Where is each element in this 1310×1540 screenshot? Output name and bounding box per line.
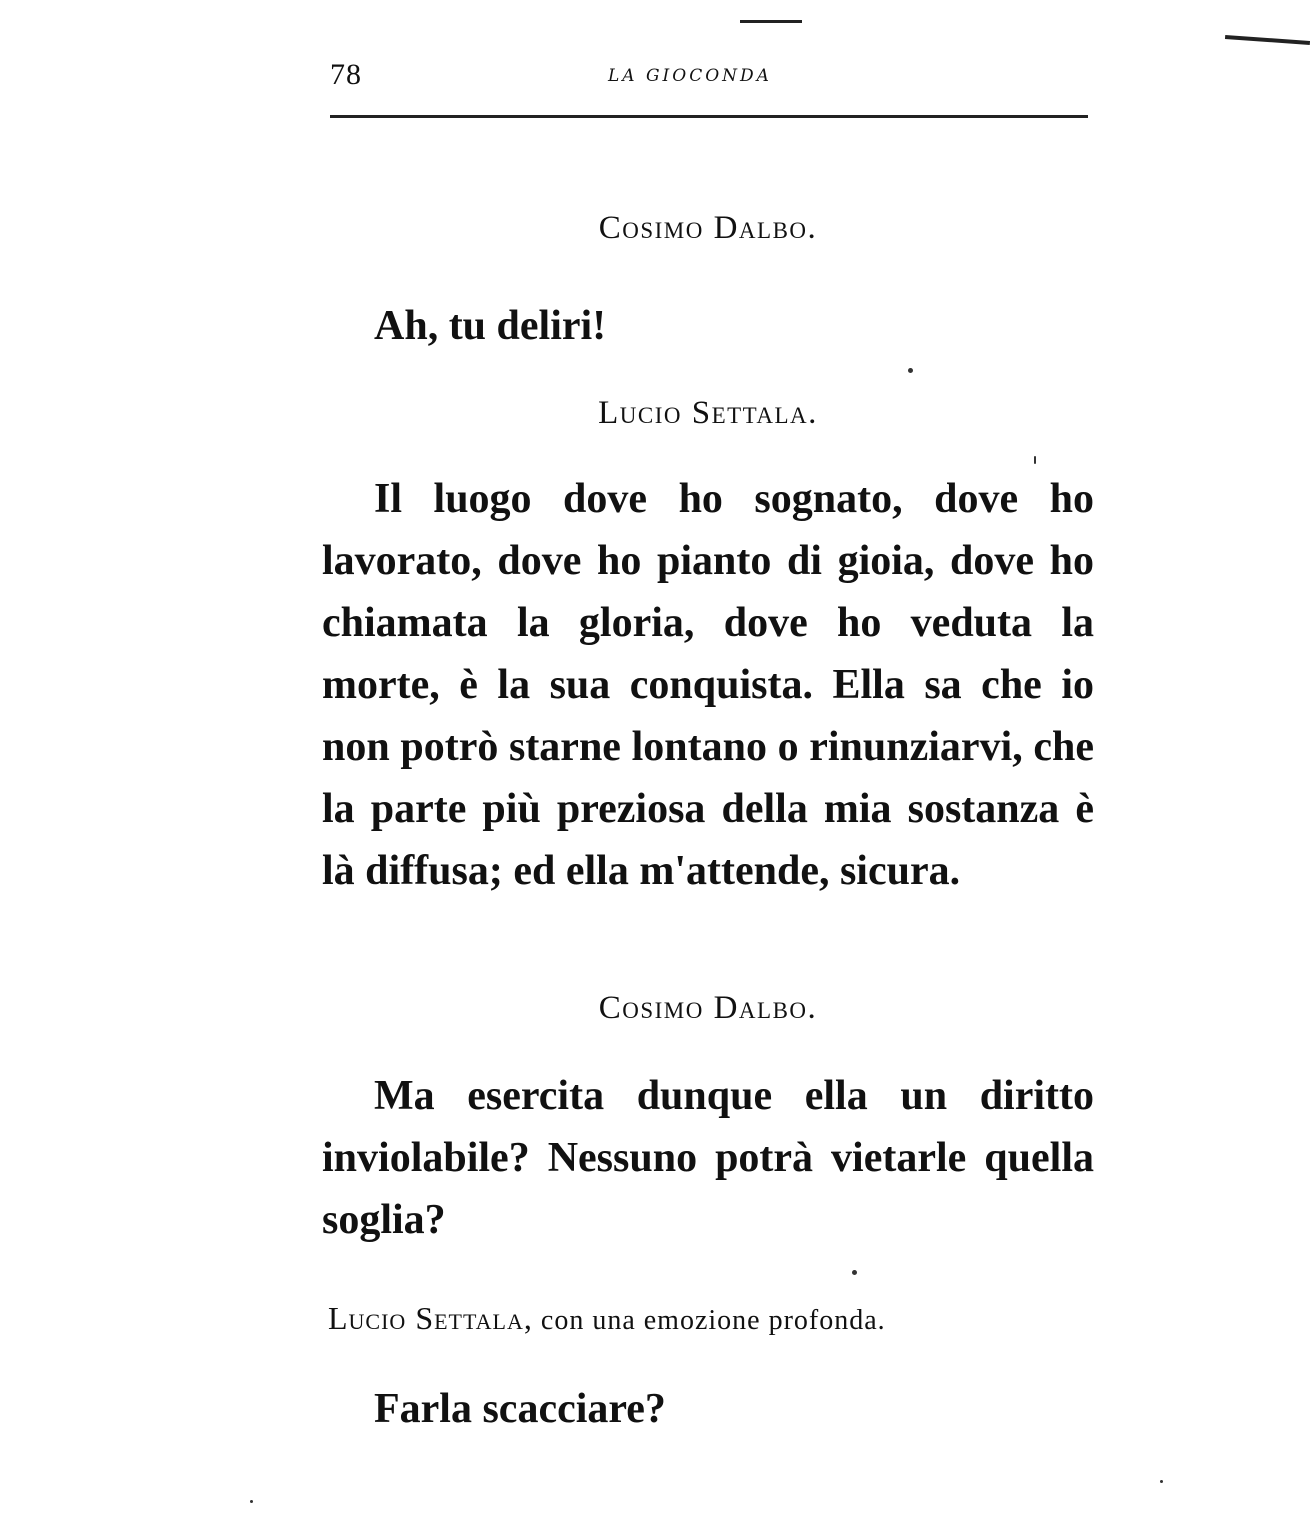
speech-block — [322, 1378, 1094, 1440]
print-mark-corner — [1225, 35, 1310, 45]
page-header — [330, 52, 1090, 102]
speaker-heading-with-direction — [328, 1300, 1100, 1337]
paper-speck — [1160, 1480, 1163, 1483]
speaker-name: Lucio Settala. — [598, 395, 818, 431]
speaker-name: Lucio Settala, — [328, 1300, 533, 1336]
header-rule — [330, 115, 1088, 118]
speech-text: Il luogo dove ho sognato, dove ho lavorato, dove ho pianto di gioia, dove ho chiamata la gloria, dove ho veduta la morte, è la sua conquista. Ella sa che io non potrò starne lontano o rinunziarvi, che la parte più preziosa della mia sostanza è là diffusa; ed ella m'attende, sicura. — [322, 476, 1094, 894]
speech-text: Ah, tu deliri! — [374, 303, 607, 349]
stage-direction: con una emozione profonda. — [540, 1305, 886, 1336]
running-title: LA GIOCONDA — [608, 66, 772, 86]
speaker-heading — [322, 395, 1094, 432]
speaker-direction-line — [328, 1300, 1100, 1337]
paper-speck — [1034, 456, 1036, 464]
speaker-name: Cosimo Dalbo. — [598, 990, 818, 1026]
speech-block — [322, 468, 1094, 902]
speaker-name: Cosimo Dalbo. — [598, 210, 818, 246]
speaker-heading — [322, 990, 1094, 1027]
speaker-heading — [322, 210, 1094, 247]
speech-text: Ma esercita dunque ella un diritto inviolabile? Nessuno potrà vietarle quella soglia? — [322, 1073, 1094, 1243]
paper-speck — [908, 368, 913, 373]
paper-speck — [250, 1500, 253, 1503]
speech-block — [322, 1065, 1094, 1251]
paper-speck — [852, 1270, 857, 1275]
page-number: 78 — [330, 58, 362, 91]
print-mark-top — [740, 20, 802, 23]
speech-text: Farla scacciare? — [374, 1386, 666, 1432]
speech-block — [322, 295, 1094, 357]
